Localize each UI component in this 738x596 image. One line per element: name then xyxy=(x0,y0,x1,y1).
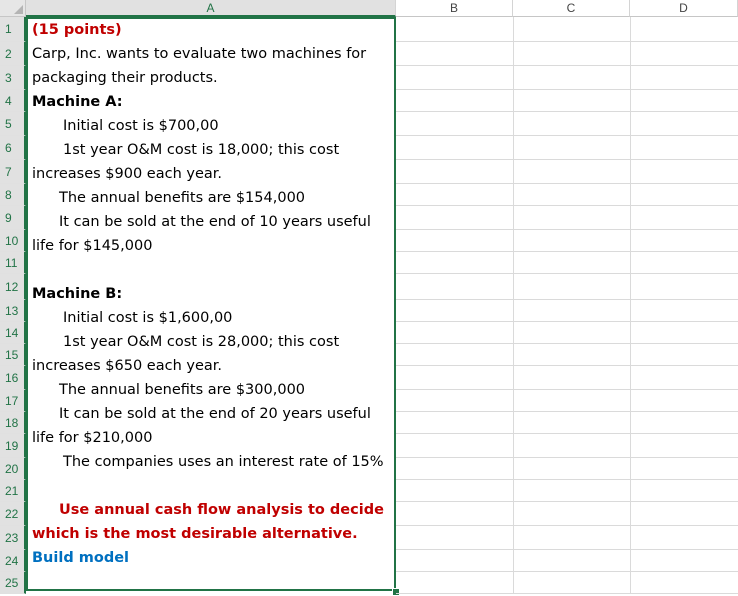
build-model-label: Build model xyxy=(32,550,129,566)
row-header-25[interactable]: 25 xyxy=(0,572,26,594)
row-divider xyxy=(396,321,738,322)
machine-a-om-cost: 1st year O&M cost is 18,000; this cost xyxy=(63,142,340,158)
row-divider xyxy=(396,525,738,526)
problem-intro-line: Carp, Inc. wants to evaluate two machines for xyxy=(32,46,367,62)
row-divider xyxy=(396,89,738,90)
machine-b-heading: Machine B: xyxy=(32,286,123,302)
column-header-c[interactable]: C xyxy=(513,0,630,17)
row-divider xyxy=(396,111,738,112)
row-divider xyxy=(396,411,738,412)
column-divider xyxy=(630,17,631,594)
row-header-7[interactable]: 7 xyxy=(0,160,26,184)
machine-b-initial-cost: Initial cost is $1,600,00 xyxy=(63,310,233,326)
row-header-9[interactable]: 9 xyxy=(0,206,26,230)
row-header-8[interactable]: 8 xyxy=(0,184,26,206)
row-header-11[interactable]: 11 xyxy=(0,252,26,274)
row-header-22[interactable]: 22 xyxy=(0,502,26,526)
row-divider xyxy=(396,389,738,390)
row-divider xyxy=(396,299,738,300)
row-divider xyxy=(396,433,738,434)
row-header-24[interactable]: 24 xyxy=(0,550,26,572)
row-header-2[interactable]: 2 xyxy=(0,42,26,66)
row-header-3[interactable]: 3 xyxy=(0,66,26,90)
column-header-a[interactable]: A xyxy=(26,0,396,17)
machine-b-om-cost: 1st year O&M cost is 28,000; this cost xyxy=(63,334,340,350)
row-divider xyxy=(396,501,738,502)
machine-a-benefits: The annual benefits are $154,000 xyxy=(59,190,306,206)
row-header-17[interactable]: 17 xyxy=(0,390,26,412)
row-header-5[interactable]: 5 xyxy=(0,112,26,136)
machine-a-salvage: It can be sold at the end of 10 years useful xyxy=(59,214,371,230)
row-divider xyxy=(396,457,738,458)
column-header-d[interactable]: D xyxy=(630,0,738,17)
machine-a-initial-cost: Initial cost is $700,00 xyxy=(63,118,219,134)
machine-b-om-increase: increases $650 each year. xyxy=(32,358,222,374)
row-header-20[interactable]: 20 xyxy=(0,458,26,480)
row-divider xyxy=(396,479,738,480)
row-divider xyxy=(396,41,738,42)
row-divider xyxy=(396,365,738,366)
row-header-13[interactable]: 13 xyxy=(0,300,26,322)
row-divider xyxy=(396,273,738,274)
interest-rate-line: The companies uses an interest rate of 15% xyxy=(63,454,384,470)
points-label: (15 points) xyxy=(32,22,122,38)
machine-b-salvage-value: life for $210,000 xyxy=(32,430,153,446)
row-divider xyxy=(396,65,738,66)
row-divider xyxy=(396,549,738,550)
row-divider xyxy=(396,251,738,252)
column-header-b[interactable]: B xyxy=(396,0,513,17)
row-header-16[interactable]: 16 xyxy=(0,366,26,390)
row-divider xyxy=(396,205,738,206)
row-header-18[interactable]: 18 xyxy=(0,412,26,434)
row-divider xyxy=(396,571,738,572)
machine-a-heading: Machine A: xyxy=(32,94,123,110)
instruction-line: Use annual cash flow analysis to decide xyxy=(59,502,384,518)
row-header-12[interactable]: 12 xyxy=(0,274,26,300)
select-all-corner[interactable] xyxy=(0,0,26,17)
row-header-1[interactable]: 1 xyxy=(0,17,26,42)
instruction-line: which is the most desirable alternative. xyxy=(32,526,358,542)
row-header-21[interactable]: 21 xyxy=(0,480,26,502)
row-header-23[interactable]: 23 xyxy=(0,526,26,550)
row-divider xyxy=(396,159,738,160)
problem-intro-line: packaging their products. xyxy=(32,70,218,86)
row-header-4[interactable]: 4 xyxy=(0,90,26,112)
row-header-15[interactable]: 15 xyxy=(0,344,26,366)
row-divider xyxy=(396,229,738,230)
machine-a-salvage-value: life for $145,000 xyxy=(32,238,153,254)
machine-b-benefits: The annual benefits are $300,000 xyxy=(59,382,306,398)
select-all-triangle-icon xyxy=(14,5,23,14)
row-header-14[interactable]: 14 xyxy=(0,322,26,344)
row-header-19[interactable]: 19 xyxy=(0,434,26,458)
row-divider xyxy=(396,343,738,344)
row-header-10[interactable]: 10 xyxy=(0,230,26,252)
machine-a-om-increase: increases $900 each year. xyxy=(32,166,222,182)
fill-handle[interactable] xyxy=(392,588,400,596)
column-divider xyxy=(513,17,514,594)
row-divider xyxy=(396,183,738,184)
row-divider xyxy=(396,135,738,136)
machine-b-salvage: It can be sold at the end of 20 years useful xyxy=(59,406,371,422)
row-header-6[interactable]: 6 xyxy=(0,136,26,160)
